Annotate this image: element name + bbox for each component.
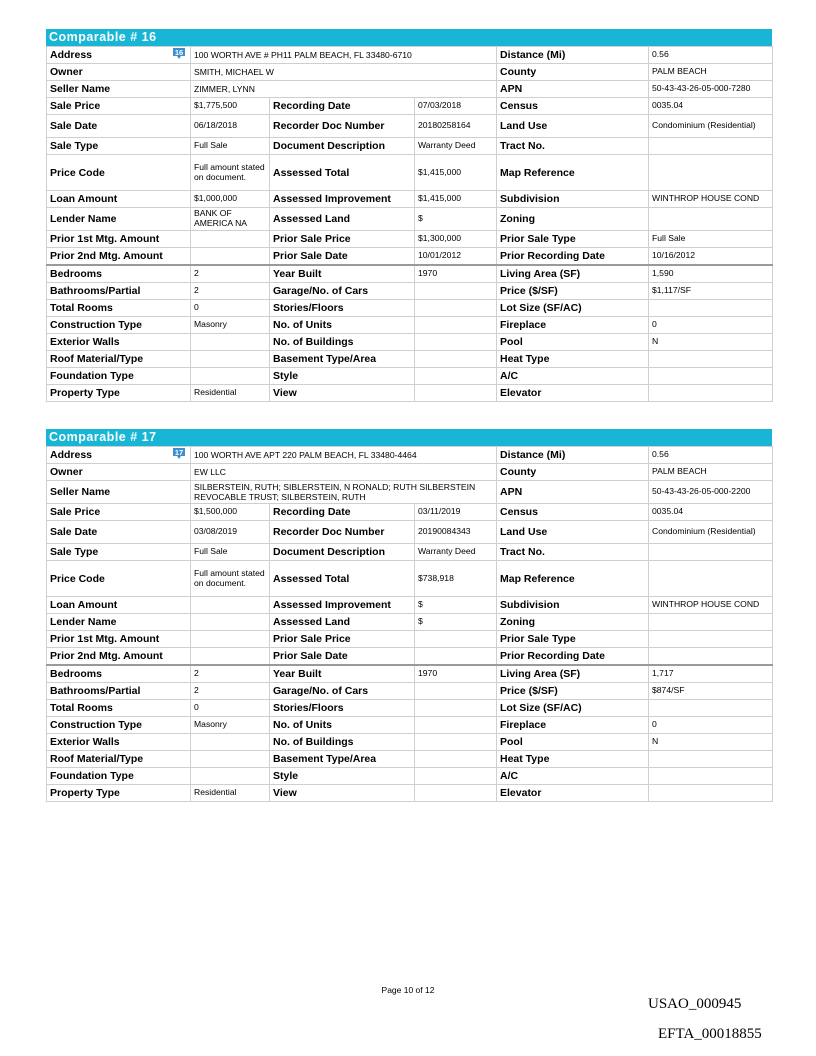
field-label: Prior 1st Mtg. Amount bbox=[47, 231, 191, 248]
field-label: Assessed Land bbox=[270, 614, 415, 631]
field-label: Sale Type bbox=[47, 138, 191, 155]
field-value bbox=[191, 597, 270, 614]
field-value: 100 WORTH AVE # PH11 PALM BEACH, FL 33480-6710 bbox=[194, 50, 412, 60]
field-value: $874/SF bbox=[649, 683, 773, 700]
field-value bbox=[191, 368, 270, 385]
field-value: 0.56 bbox=[649, 447, 773, 464]
field-label: Assessed Total bbox=[270, 155, 415, 191]
comparable-16-block bbox=[46, 29, 772, 402]
field-value bbox=[191, 614, 270, 631]
field-label: Heat Type bbox=[497, 351, 649, 368]
field-value: $ bbox=[415, 597, 497, 614]
field-label: Basement Type/Area bbox=[270, 751, 415, 768]
svg-text:17: 17 bbox=[174, 448, 184, 457]
field-label: Lender Name bbox=[47, 208, 191, 231]
field-value: 100 WORTH AVE APT 220 PALM BEACH, FL 33480-4464 bbox=[194, 450, 417, 460]
table-row bbox=[47, 665, 773, 683]
field-label: Prior Recording Date bbox=[497, 248, 649, 266]
field-label: Loan Amount bbox=[47, 597, 191, 614]
field-label: Address bbox=[47, 447, 191, 464]
field-value bbox=[649, 785, 773, 802]
field-label: Construction Type bbox=[47, 317, 191, 334]
field-label: County bbox=[497, 64, 649, 81]
field-value bbox=[191, 648, 270, 666]
field-label: Exterior Walls bbox=[47, 734, 191, 751]
table-row bbox=[47, 464, 773, 481]
field-label: Land Use bbox=[497, 521, 649, 544]
field-value bbox=[415, 785, 497, 802]
table-row bbox=[47, 208, 773, 231]
field-label: Pool bbox=[497, 734, 649, 751]
field-label: Property Type bbox=[47, 385, 191, 402]
field-value: $738,918 bbox=[415, 561, 497, 597]
table-row bbox=[47, 64, 773, 81]
field-label: Zoning bbox=[497, 208, 649, 231]
comparable-title: Comparable # 17 bbox=[46, 429, 772, 446]
field-value bbox=[649, 751, 773, 768]
field-label: Subdivision bbox=[497, 597, 649, 614]
field-value bbox=[415, 751, 497, 768]
field-value bbox=[415, 334, 497, 351]
field-value: Full Sale bbox=[649, 231, 773, 248]
field-value: $ bbox=[415, 208, 497, 231]
field-label: No. of Units bbox=[270, 717, 415, 734]
field-label: Bedrooms bbox=[47, 265, 191, 283]
field-label: Price ($/SF) bbox=[497, 683, 649, 700]
field-label: Property Type bbox=[47, 785, 191, 802]
field-value bbox=[649, 561, 773, 597]
table-row bbox=[47, 334, 773, 351]
field-value: 1,590 bbox=[649, 265, 773, 283]
field-value: PALM BEACH bbox=[649, 64, 773, 81]
field-label: Seller Name bbox=[47, 481, 191, 504]
field-label: Recorder Doc Number bbox=[270, 521, 415, 544]
field-label: Bathrooms/Partial bbox=[47, 683, 191, 700]
field-value: 06/18/2018 bbox=[191, 115, 270, 138]
field-label: Lot Size (SF/AC) bbox=[497, 300, 649, 317]
field-value: 0035.04 bbox=[649, 98, 773, 115]
field-label: Sale Date bbox=[47, 115, 191, 138]
table-row bbox=[47, 81, 773, 98]
table-row bbox=[47, 614, 773, 631]
field-label: Construction Type bbox=[47, 717, 191, 734]
address-value bbox=[191, 464, 497, 481]
field-label: Recording Date bbox=[270, 98, 415, 115]
field-value bbox=[415, 368, 497, 385]
field-value: 1,717 bbox=[649, 665, 773, 683]
field-value bbox=[649, 385, 773, 402]
table-row bbox=[47, 248, 773, 266]
field-label: Tract No. bbox=[497, 138, 649, 155]
field-label: Distance (Mi) bbox=[497, 447, 649, 464]
field-value bbox=[191, 248, 270, 266]
field-value: WINTHROP HOUSE COND bbox=[649, 597, 773, 614]
field-value: SILBERSTEIN, RUTH; SIBLERSTEIN, N RONALD; RUTH SILBERSTEIN REVOCABLE TRUST; SILBERSTEIN, RUTH bbox=[194, 482, 476, 502]
field-value bbox=[649, 768, 773, 785]
table-row bbox=[47, 700, 773, 717]
field-label: No. of Buildings bbox=[270, 334, 415, 351]
field-label: Bedrooms bbox=[47, 665, 191, 683]
field-value bbox=[649, 368, 773, 385]
field-value: Full Sale bbox=[191, 138, 270, 155]
field-label: Year Built bbox=[270, 265, 415, 283]
field-label: Prior 2nd Mtg. Amount bbox=[47, 248, 191, 266]
field-value bbox=[649, 544, 773, 561]
address-value bbox=[174, 447, 497, 464]
comparable-17-block bbox=[46, 429, 772, 802]
field-value: Masonry bbox=[191, 317, 270, 334]
field-label: Tract No. bbox=[497, 544, 649, 561]
field-label: County bbox=[497, 464, 649, 481]
address-value bbox=[174, 47, 497, 64]
field-value bbox=[191, 751, 270, 768]
field-label: Lot Size (SF/AC) bbox=[497, 700, 649, 717]
table-row bbox=[47, 231, 773, 248]
table-row bbox=[47, 300, 773, 317]
field-label: Sale Price bbox=[47, 98, 191, 115]
field-value: 0 bbox=[191, 300, 270, 317]
table-row bbox=[47, 47, 773, 64]
field-label: Assessed Improvement bbox=[270, 191, 415, 208]
field-value: 2 bbox=[191, 683, 270, 700]
table-row bbox=[47, 283, 773, 300]
field-value: Full amount stated on document. bbox=[191, 561, 270, 597]
table-row bbox=[47, 768, 773, 785]
field-value: $1,300,000 bbox=[415, 231, 497, 248]
field-value: 07/03/2018 bbox=[415, 98, 497, 115]
field-label: Lender Name bbox=[47, 614, 191, 631]
field-value bbox=[415, 300, 497, 317]
field-value: SMITH, MICHAEL W bbox=[194, 67, 274, 77]
field-label: Basement Type/Area bbox=[270, 351, 415, 368]
field-label: Elevator bbox=[497, 385, 649, 402]
field-label: Prior Sale Price bbox=[270, 231, 415, 248]
field-value: Warranty Deed bbox=[415, 138, 497, 155]
bates-efta: EFTA_00018855 bbox=[658, 1026, 762, 1042]
field-value bbox=[649, 138, 773, 155]
field-label: Seller Name bbox=[47, 81, 191, 98]
field-value bbox=[415, 351, 497, 368]
page-number: Page 10 of 12 bbox=[381, 985, 435, 995]
field-label: View bbox=[270, 785, 415, 802]
table-row bbox=[47, 368, 773, 385]
field-value: 2 bbox=[191, 265, 270, 283]
field-label: Owner bbox=[47, 464, 191, 481]
field-value: $1,500,000 bbox=[191, 504, 270, 521]
field-value bbox=[649, 648, 773, 666]
bates-usao: USAO_000945 bbox=[648, 996, 742, 1012]
field-value: 0 bbox=[649, 317, 773, 334]
table-row bbox=[47, 317, 773, 334]
field-value: Full amount stated on document. bbox=[191, 155, 270, 191]
field-label: Living Area (SF) bbox=[497, 665, 649, 683]
field-label: Total Rooms bbox=[47, 300, 191, 317]
field-value: $1,415,000 bbox=[415, 155, 497, 191]
field-value bbox=[191, 631, 270, 648]
table-row bbox=[47, 447, 773, 464]
field-value: $1,775,500 bbox=[191, 98, 270, 115]
field-label: Owner bbox=[47, 64, 191, 81]
field-label: Zoning bbox=[497, 614, 649, 631]
field-label: Document Description bbox=[270, 544, 415, 561]
field-value bbox=[415, 283, 497, 300]
field-value: 1970 bbox=[415, 265, 497, 283]
field-label: Loan Amount bbox=[47, 191, 191, 208]
comparable-table bbox=[46, 446, 773, 802]
field-label: Map Reference bbox=[497, 561, 649, 597]
field-label: Assessed Improvement bbox=[270, 597, 415, 614]
field-label: A/C bbox=[497, 368, 649, 385]
field-label: Garage/No. of Cars bbox=[270, 683, 415, 700]
field-value bbox=[415, 734, 497, 751]
field-label: Stories/Floors bbox=[270, 300, 415, 317]
field-label: Recording Date bbox=[270, 504, 415, 521]
field-value bbox=[415, 683, 497, 700]
address-value bbox=[191, 64, 497, 81]
table-row bbox=[47, 155, 773, 191]
field-label: Prior Sale Date bbox=[270, 648, 415, 666]
field-label: Foundation Type bbox=[47, 768, 191, 785]
address-value bbox=[191, 481, 497, 504]
table-row bbox=[47, 785, 773, 802]
field-value bbox=[649, 700, 773, 717]
table-row bbox=[47, 98, 773, 115]
field-value: 1970 bbox=[415, 665, 497, 683]
table-row bbox=[47, 648, 773, 666]
table-row bbox=[47, 138, 773, 155]
field-label: Heat Type bbox=[497, 751, 649, 768]
field-label: Style bbox=[270, 768, 415, 785]
field-value: 10/16/2012 bbox=[649, 248, 773, 266]
field-value bbox=[649, 155, 773, 191]
field-label: A/C bbox=[497, 768, 649, 785]
field-label: Year Built bbox=[270, 665, 415, 683]
field-label: Sale Type bbox=[47, 544, 191, 561]
field-label: Prior Sale Type bbox=[497, 631, 649, 648]
field-value: 2 bbox=[191, 665, 270, 683]
table-row bbox=[47, 385, 773, 402]
table-row bbox=[47, 683, 773, 700]
field-value bbox=[649, 614, 773, 631]
field-label: Stories/Floors bbox=[270, 700, 415, 717]
field-label: No. of Buildings bbox=[270, 734, 415, 751]
field-value: PALM BEACH bbox=[649, 464, 773, 481]
field-label: Assessed Total bbox=[270, 561, 415, 597]
field-label: Distance (Mi) bbox=[497, 47, 649, 64]
field-label: Map Reference bbox=[497, 155, 649, 191]
field-value: 10/01/2012 bbox=[415, 248, 497, 266]
table-row bbox=[47, 521, 773, 544]
field-label: Exterior Walls bbox=[47, 334, 191, 351]
field-label: Price Code bbox=[47, 155, 191, 191]
field-value: 0035.04 bbox=[649, 504, 773, 521]
field-value: Condominium (Residential) bbox=[649, 115, 773, 138]
field-value: Warranty Deed bbox=[415, 544, 497, 561]
map-pin-icon bbox=[172, 47, 186, 60]
field-label: Census bbox=[497, 98, 649, 115]
field-value: $ bbox=[415, 614, 497, 631]
field-label: Sale Date bbox=[47, 521, 191, 544]
field-value: ZIMMER, LYNN bbox=[194, 84, 255, 94]
field-value: BANK OF AMERICA NA bbox=[191, 208, 270, 231]
field-label: APN bbox=[497, 481, 649, 504]
field-label: Prior Recording Date bbox=[497, 648, 649, 666]
field-label: Pool bbox=[497, 334, 649, 351]
field-value: N bbox=[649, 334, 773, 351]
field-value: 20180258164 bbox=[415, 115, 497, 138]
field-label: Sale Price bbox=[47, 504, 191, 521]
field-value bbox=[191, 231, 270, 248]
field-label: Prior Sale Date bbox=[270, 248, 415, 266]
field-value bbox=[191, 351, 270, 368]
svg-text:16: 16 bbox=[174, 48, 184, 57]
field-value: Full Sale bbox=[191, 544, 270, 561]
table-row bbox=[47, 351, 773, 368]
field-label: View bbox=[270, 385, 415, 402]
field-value: 0 bbox=[191, 700, 270, 717]
field-label: Prior Sale Type bbox=[497, 231, 649, 248]
table-row bbox=[47, 597, 773, 614]
field-label: No. of Units bbox=[270, 317, 415, 334]
field-value bbox=[415, 385, 497, 402]
field-value bbox=[415, 631, 497, 648]
field-label: Roof Material/Type bbox=[47, 751, 191, 768]
field-value: $1,415,000 bbox=[415, 191, 497, 208]
field-label: Bathrooms/Partial bbox=[47, 283, 191, 300]
field-label: Census bbox=[497, 504, 649, 521]
field-label: Assessed Land bbox=[270, 208, 415, 231]
field-label: Price Code bbox=[47, 561, 191, 597]
field-value: 03/08/2019 bbox=[191, 521, 270, 544]
field-value bbox=[649, 351, 773, 368]
field-value: 50-43-43-26-05-000-7280 bbox=[649, 81, 773, 98]
field-value: EW LLC bbox=[194, 467, 226, 477]
field-value: 50-43-43-26-05-000-2200 bbox=[649, 481, 773, 504]
comparable-title: Comparable # 16 bbox=[46, 29, 772, 46]
field-value bbox=[191, 768, 270, 785]
table-row bbox=[47, 751, 773, 768]
field-label: Foundation Type bbox=[47, 368, 191, 385]
field-value bbox=[191, 734, 270, 751]
field-value bbox=[191, 334, 270, 351]
table-row bbox=[47, 544, 773, 561]
field-value: WINTHROP HOUSE COND bbox=[649, 191, 773, 208]
map-pin-icon bbox=[172, 447, 186, 460]
field-value bbox=[415, 700, 497, 717]
field-value: 03/11/2019 bbox=[415, 504, 497, 521]
table-row bbox=[47, 734, 773, 751]
field-label: Fireplace bbox=[497, 717, 649, 734]
field-label: Garage/No. of Cars bbox=[270, 283, 415, 300]
field-label: Price ($/SF) bbox=[497, 283, 649, 300]
field-value: Residential bbox=[191, 785, 270, 802]
table-row bbox=[47, 265, 773, 283]
field-value bbox=[415, 317, 497, 334]
field-value: 0.56 bbox=[649, 47, 773, 64]
field-label: Style bbox=[270, 368, 415, 385]
field-label: Subdivision bbox=[497, 191, 649, 208]
field-label: Prior 1st Mtg. Amount bbox=[47, 631, 191, 648]
field-label: Prior 2nd Mtg. Amount bbox=[47, 648, 191, 666]
field-label: Recorder Doc Number bbox=[270, 115, 415, 138]
table-row bbox=[47, 504, 773, 521]
field-value: 0 bbox=[649, 717, 773, 734]
address-value bbox=[191, 81, 497, 98]
field-label: Elevator bbox=[497, 785, 649, 802]
field-value bbox=[649, 631, 773, 648]
field-label: Address bbox=[47, 47, 191, 64]
field-label: Document Description bbox=[270, 138, 415, 155]
table-row bbox=[47, 481, 773, 504]
field-label: Fireplace bbox=[497, 317, 649, 334]
field-label: Prior Sale Price bbox=[270, 631, 415, 648]
table-row bbox=[47, 115, 773, 138]
table-row bbox=[47, 561, 773, 597]
field-value: $1,117/SF bbox=[649, 283, 773, 300]
table-row bbox=[47, 191, 773, 208]
field-value bbox=[415, 717, 497, 734]
field-value: 2 bbox=[191, 283, 270, 300]
field-label: Living Area (SF) bbox=[497, 265, 649, 283]
field-value: Masonry bbox=[191, 717, 270, 734]
field-value: 20190084343 bbox=[415, 521, 497, 544]
field-value: $1,000,000 bbox=[191, 191, 270, 208]
comparable-table bbox=[46, 46, 773, 402]
field-value bbox=[649, 208, 773, 231]
field-value bbox=[649, 300, 773, 317]
table-row bbox=[47, 631, 773, 648]
field-value: Condominium (Residential) bbox=[649, 521, 773, 544]
field-value: Residential bbox=[191, 385, 270, 402]
field-label: Land Use bbox=[497, 115, 649, 138]
field-label: APN bbox=[497, 81, 649, 98]
table-row bbox=[47, 717, 773, 734]
field-label: Total Rooms bbox=[47, 700, 191, 717]
field-value bbox=[415, 648, 497, 666]
field-label: Roof Material/Type bbox=[47, 351, 191, 368]
field-value: N bbox=[649, 734, 773, 751]
field-value bbox=[415, 768, 497, 785]
